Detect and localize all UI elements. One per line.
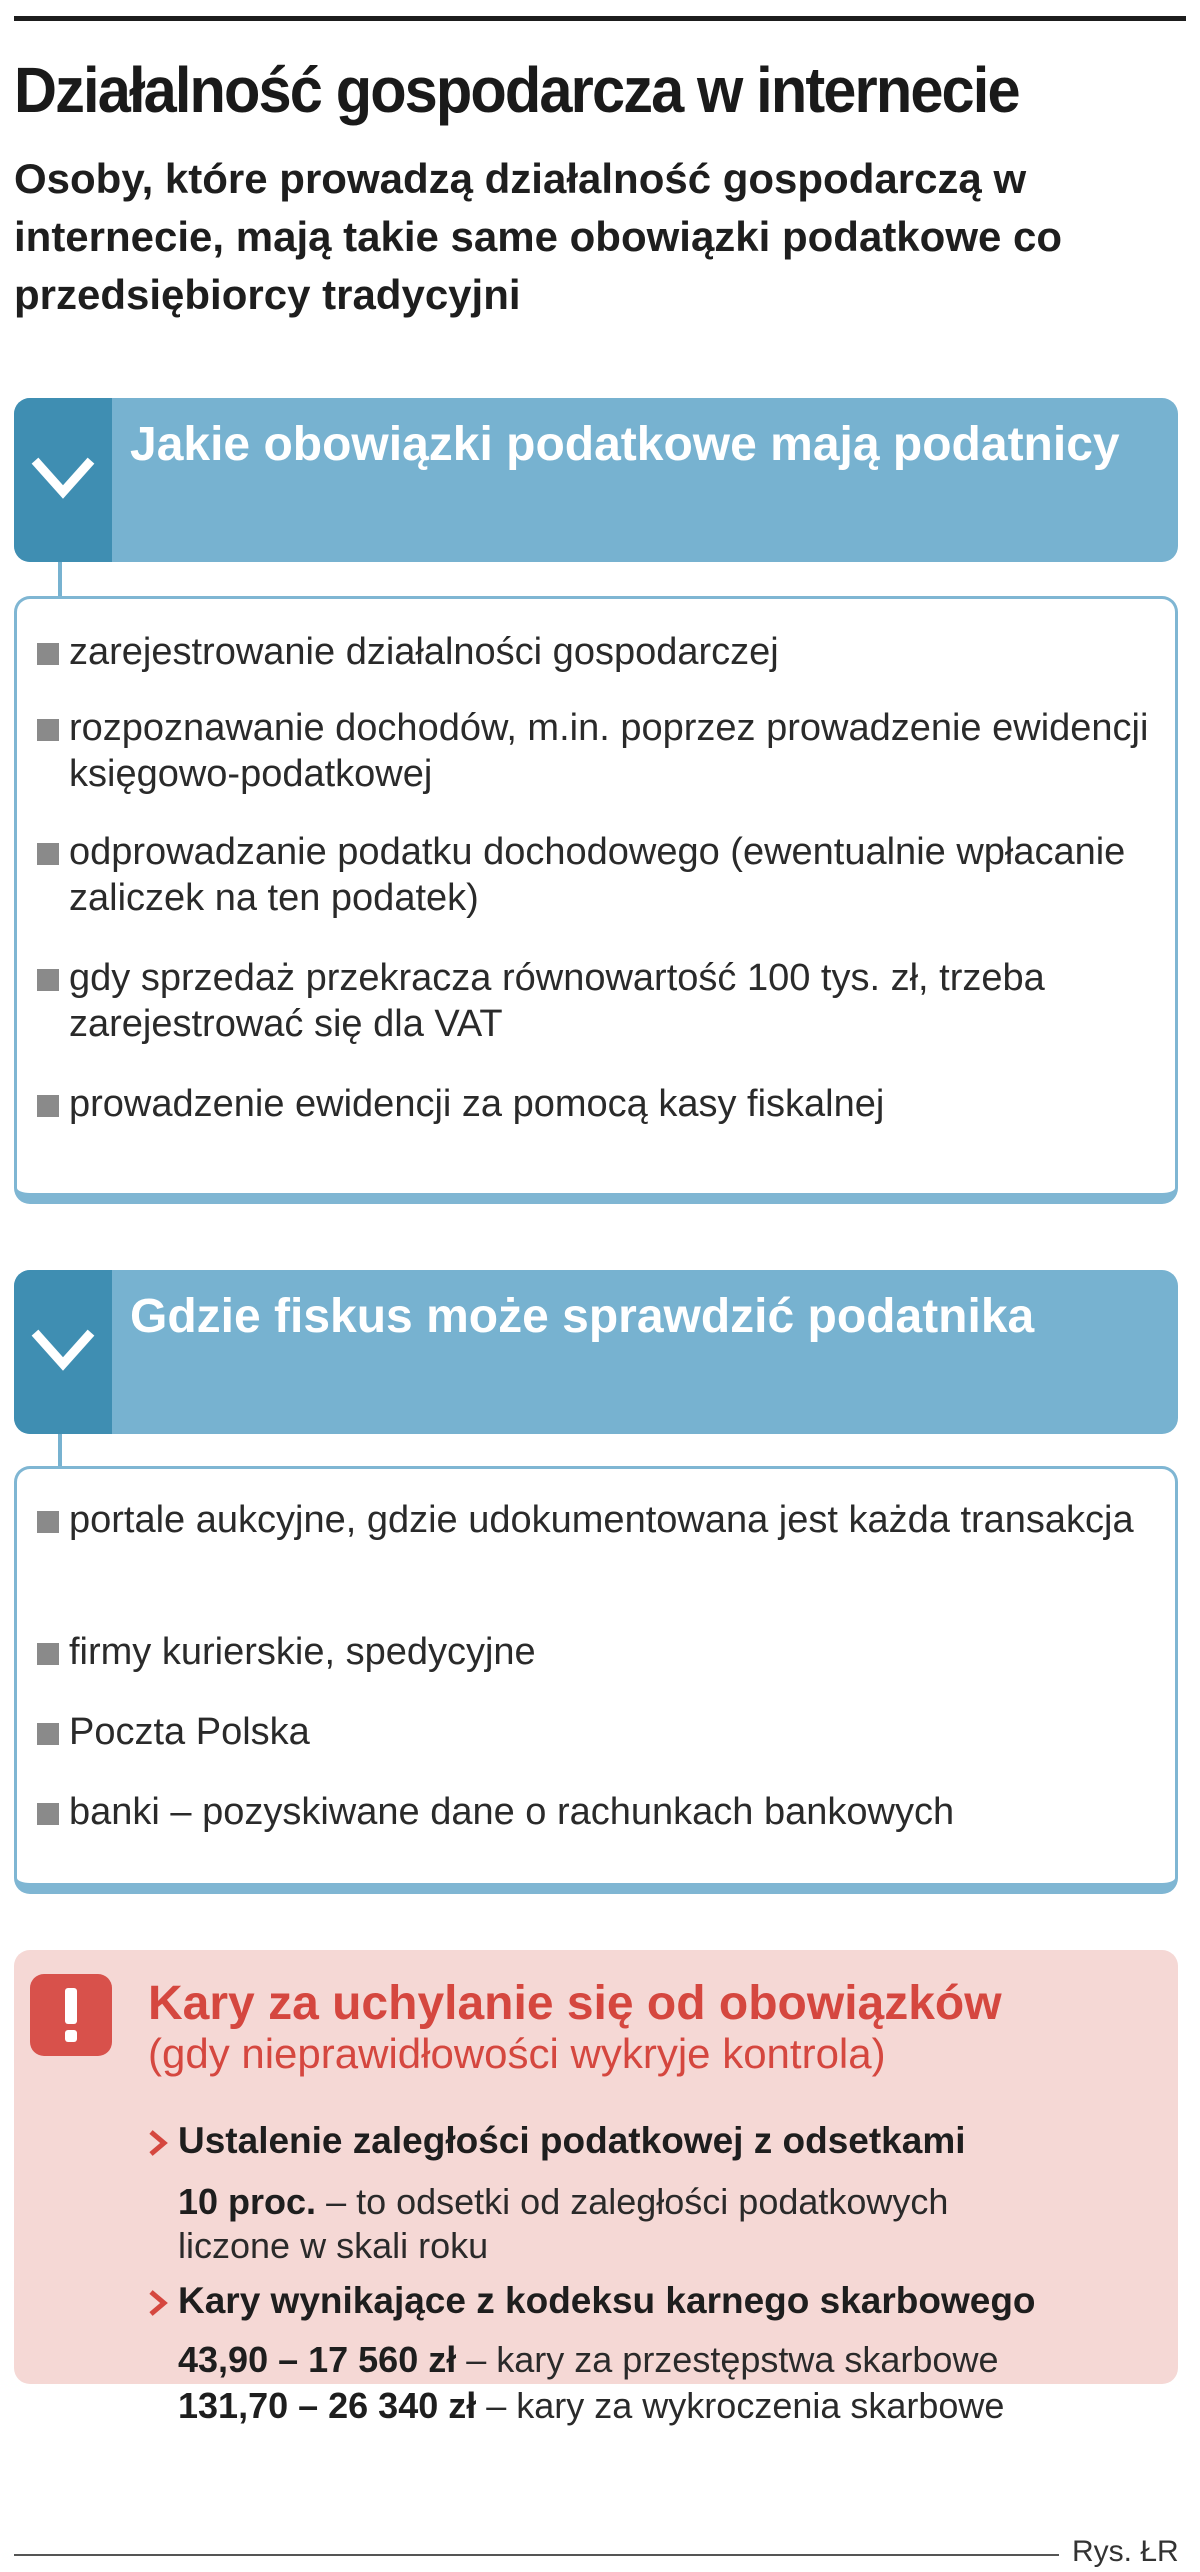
credit: Rys. ŁR (1072, 2535, 1179, 2568)
penalty-line (178, 2384, 1004, 2428)
list-item: firmy kurierskie, spedycyjne (69, 1631, 536, 1673)
penalty-text: – kary za przestępstwa skarbowe (456, 2339, 999, 2380)
connector-line (58, 562, 62, 598)
section-header-tab (14, 398, 112, 562)
list-item: rozpoznawanie dochodów, m.in. poprzez prowadzenie ewidencji księgowo-podatkowej (69, 707, 1149, 795)
penalty-value: 131,70 – 26 340 zł (178, 2385, 477, 2426)
chevron-right-icon (146, 2288, 170, 2318)
chevron-down-icon (30, 1318, 96, 1384)
penalties-subtitle: (gdy nieprawidłowości wykryje kontrola) (148, 2030, 886, 2077)
obligations-list (14, 596, 1178, 1204)
penalty-value: 10 proc. (178, 2181, 317, 2222)
penalties-title: Kary za uchylanie się od obowiązków (148, 1977, 1002, 2030)
list-item: zarejestrowanie działalności gospodarczej (69, 631, 779, 673)
section-header-audit-sources (14, 1270, 1178, 1434)
top-rule (14, 16, 1186, 21)
bullet-icon (37, 843, 59, 865)
exclamation-icon (30, 1974, 112, 2056)
penalty-line (178, 2180, 948, 2224)
list-item: gdy sprzedaż przekracza równowartość 100 tys. zł, trzeba zarejestrować się dla VAT (69, 957, 1045, 1045)
bullet-icon (37, 1511, 59, 1533)
list-item: prowadzenie ewidencji za pomocą kasy fiskalnej (69, 1083, 885, 1125)
page-title: Działalność gospodarcza w internecie (14, 54, 1019, 126)
bullet-icon (37, 719, 59, 741)
penalty-text: – to odsetki od zaległości podatkowych (316, 2181, 949, 2222)
section-heading: Gdzie fiskus może sprawdzić podatnika (130, 1290, 1035, 1343)
penalty-heading: Kary wynikające z kodeksu karnego skarbowego (178, 2280, 1036, 2321)
section-heading: Jakie obowiązki podatkowe mają podatnicy (130, 418, 1120, 471)
section-header-tab (14, 1270, 112, 1434)
bullet-icon (37, 1095, 59, 1117)
section-header-obligations (14, 398, 1178, 562)
penalty-line: liczone w skali roku (178, 2225, 489, 2266)
bullet-icon (37, 969, 59, 991)
bullet-icon (37, 1723, 59, 1745)
penalty-text: – kary za wykroczenia skarbowe (476, 2385, 1005, 2426)
bottom-rule (14, 2554, 1059, 2556)
bullet-icon (37, 643, 59, 665)
bullet-icon (37, 1643, 59, 1665)
list-item: Poczta Polska (69, 1711, 310, 1753)
connector-line (58, 1434, 62, 1470)
audit-sources-list (14, 1466, 1178, 1894)
chevron-down-icon (30, 446, 96, 512)
penalty-heading: Ustalenie zaległości podatkowej z odsetkami (178, 2120, 966, 2161)
chevron-right-icon (146, 2128, 170, 2158)
list-item: banki – pozyskiwane dane o rachunkach bankowych (69, 1791, 955, 1833)
penalty-line (178, 2338, 998, 2382)
exclamation-glyph (30, 1974, 112, 2056)
page-subtitle: Osoby, które prowadzą działalność gospodarczą w internecie, mają takie same obowiązki podatkowe co przedsiębiorcy tradycyjni (14, 155, 1063, 318)
list-item: portale aukcyjne, gdzie udokumentowana jest każda transakcja (69, 1499, 1134, 1541)
penalty-value: 43,90 – 17 560 zł (178, 2339, 457, 2380)
list-item: odprowadzanie podatku dochodowego (ewentualnie wpłacanie zaliczek na ten podatek) (69, 831, 1126, 919)
bullet-icon (37, 1803, 59, 1825)
